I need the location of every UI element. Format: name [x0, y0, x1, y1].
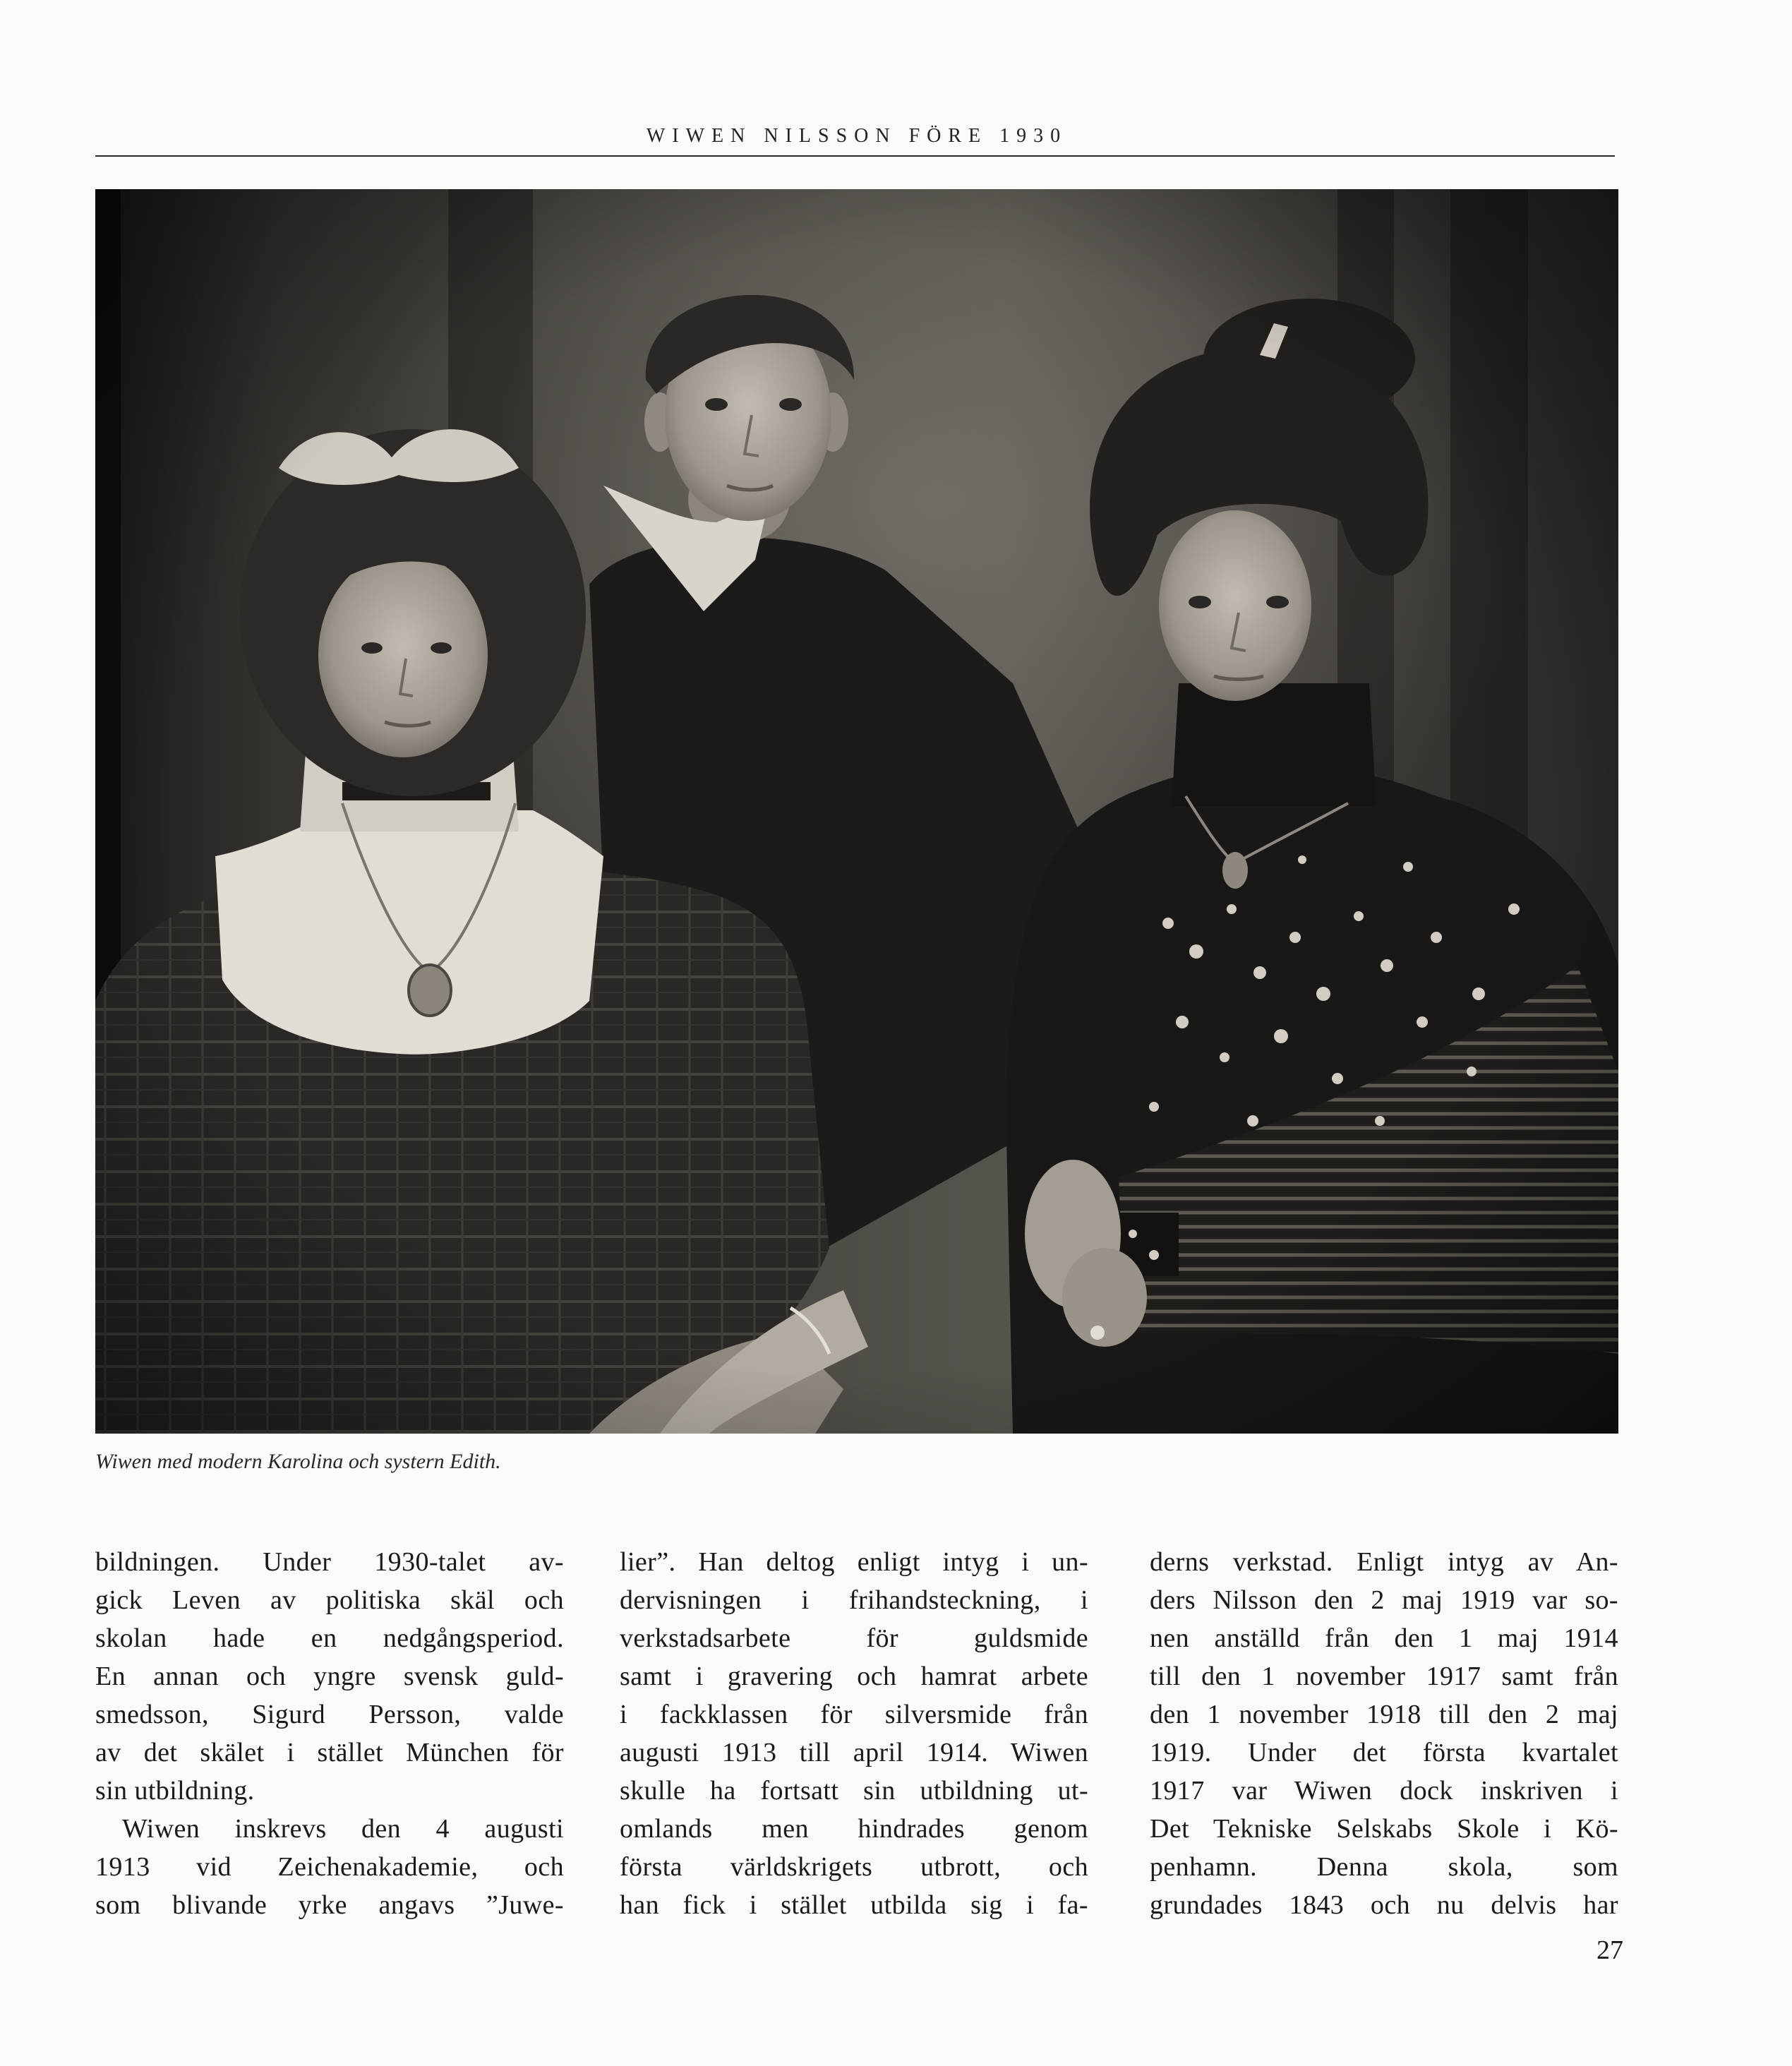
text-column-3 [1150, 1543, 1618, 1924]
text-line: Det Tekniske Selskabs Skole i Kö- [1150, 1814, 1618, 1844]
text-line: den 1 november 1918 till den 2 maj [1150, 1700, 1618, 1729]
text-line: penhamn. Denna skola, som [1150, 1852, 1618, 1882]
text-line: som blivande yrke angavs ”Juwe- [95, 1890, 564, 1920]
text-line: omlands men hindrades genom [620, 1814, 1088, 1844]
text-line: sin utbildning. [95, 1776, 255, 1806]
text-line: första världskrigets utbrott, och [620, 1852, 1088, 1882]
text-line: till den 1 november 1917 samt från [1150, 1662, 1618, 1691]
text-line: lier”. Han deltog enligt intyg i un- [620, 1547, 1088, 1577]
text-line: 1917 var Wiwen dock inskriven i [1150, 1776, 1618, 1806]
photo-vignette [95, 189, 1618, 1434]
text-line: 1913 vid Zeichenakademie, och [95, 1852, 564, 1882]
text-line: grundades 1843 och nu delvis har [1150, 1890, 1618, 1920]
text-line: bildningen. Under 1930-talet av- [95, 1547, 564, 1577]
running-head: WIWEN NILSSON FÖRE 1930 [646, 125, 1068, 147]
text-line: ders Nilsson den 2 maj 1919 var so- [1150, 1585, 1618, 1615]
text-line: Wiwen inskrevs den 4 augusti [122, 1814, 564, 1844]
text-line: av det skälet i stället München för [95, 1738, 564, 1767]
page-number: 27 [1596, 1935, 1623, 1965]
text-line: smedsson, Sigurd Persson, valde [95, 1700, 564, 1729]
text-line: derns verkstad. Enligt intyg av An- [1150, 1547, 1618, 1577]
text-line: 1919. Under det första kvartalet [1150, 1738, 1618, 1767]
text-line: gick Leven av politiska skäl och [95, 1585, 564, 1615]
text-column-2 [620, 1543, 1088, 1924]
text-line: han fick i stället utbilda sig i fa- [620, 1890, 1088, 1920]
text-line: i fackklassen för silversmide från [620, 1700, 1088, 1729]
text-line: skolan hade en nedgångsperiod. [95, 1623, 564, 1653]
text-line: augusti 1913 till april 1914. Wiwen [620, 1738, 1088, 1767]
text-line: skulle ha fortsatt sin utbildning ut- [620, 1776, 1088, 1806]
text-line: En annan och yngre svensk guld- [95, 1662, 564, 1691]
text-line: nen anställd från den 1 maj 1914 [1150, 1623, 1618, 1653]
photo-caption: Wiwen med modern Karolina och systern Edith. [95, 1450, 501, 1473]
header-rule [95, 155, 1615, 157]
text-line: dervisningen i frihandsteckning, i [620, 1585, 1088, 1615]
text-column-1 [95, 1543, 564, 1924]
text-line: samt i gravering och hamrat arbete [620, 1662, 1088, 1691]
text-line: verkstadsarbete för guldsmide [620, 1623, 1088, 1653]
family-photograph [95, 189, 1618, 1434]
